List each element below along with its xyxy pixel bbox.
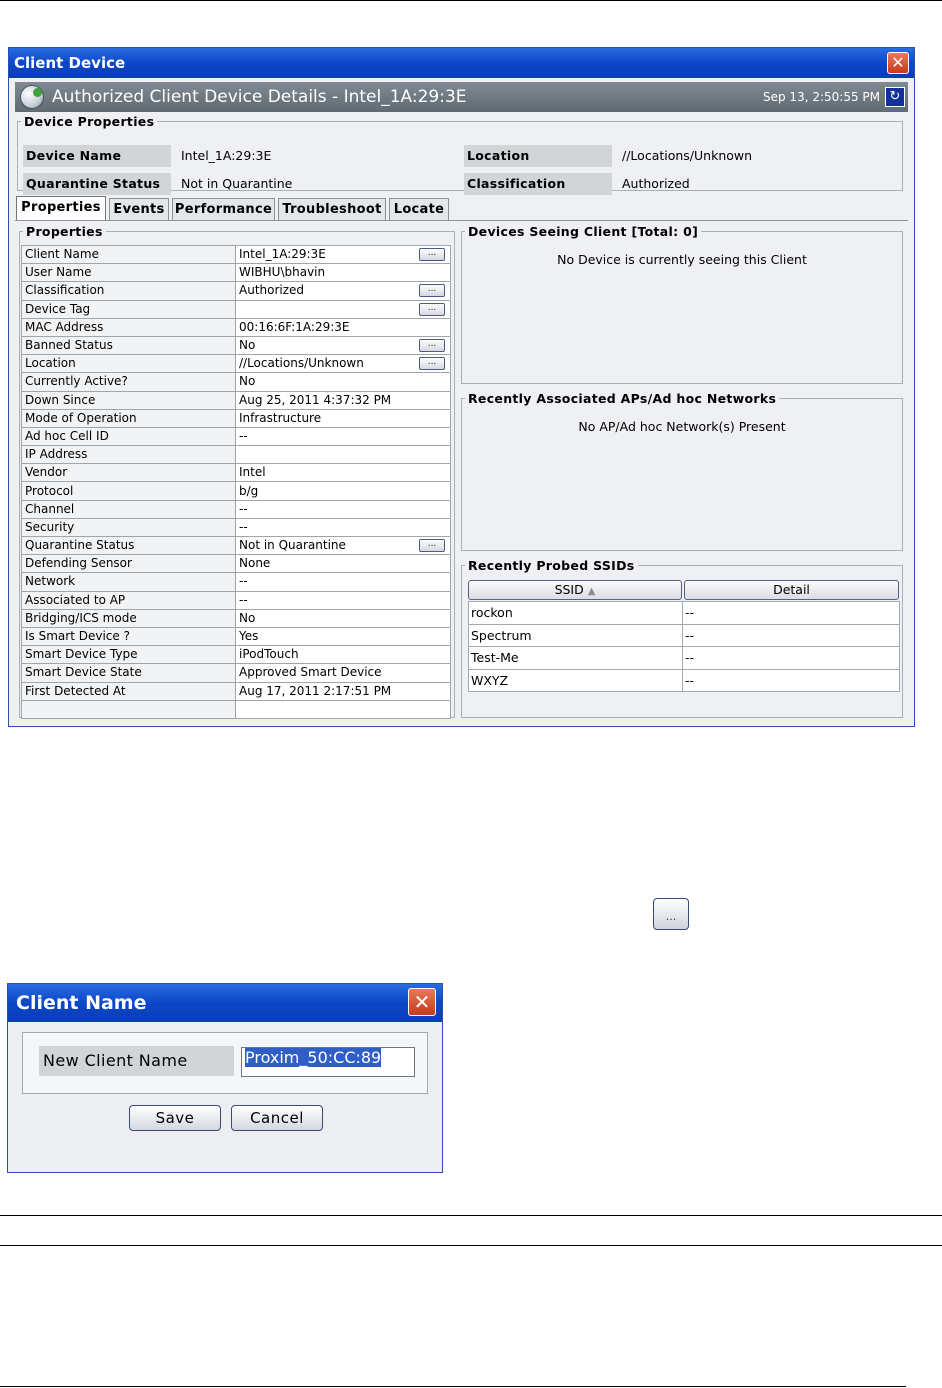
property-value [236,282,451,300]
property-key: Smart Device Type [22,646,236,664]
tab-performance[interactable]: Performance [172,198,275,220]
page-top-rule [0,0,942,1]
property-key: Mode of Operation [22,409,236,427]
property-row [22,336,451,354]
property-value [236,664,451,682]
property-value [236,537,451,555]
property-value-text: Infrastructure [239,410,322,425]
property-key: Associated to AP [22,591,236,609]
details-title: Authorized Client Device Details - Intel_1A:29:3E [52,87,467,107]
property-row [22,246,451,264]
property-value-text: -- [239,428,248,443]
property-row [22,355,451,373]
property-value [236,391,451,409]
property-row [22,646,451,664]
ssid-cell: WXYZ [469,669,683,692]
ssid-row[interactable] [469,647,900,670]
property-row [22,627,451,645]
detail-column-header[interactable] [684,580,899,600]
property-value-text: -- [239,519,248,534]
ellipsis-button-sample[interactable]: ... [653,898,689,930]
property-value-text: Not in Quarantine [239,538,346,553]
header-timestamp: Sep 13, 2:50:55 PM [763,90,880,104]
property-value-text: Authorized [239,283,305,298]
ssid-row[interactable] [469,602,900,625]
device-name-value: Intel_1A:29:3E [181,148,272,163]
property-key: Bridging/ICS mode [22,609,236,627]
ssid-detail-cell: -- [683,647,900,670]
probed-ssids-legend: Recently Probed SSIDs [468,558,635,573]
edit-ellipsis-button[interactable]: ... [419,248,445,261]
property-value [236,609,451,627]
properties-table [21,245,451,719]
property-row [22,555,451,573]
property-key: Device Tag [22,300,236,318]
property-value-text: Aug 17, 2011 2:17:51 PM [239,683,392,698]
property-row [22,591,451,609]
property-row [22,318,451,336]
quarantine-status-label: Quarantine Status [23,173,171,195]
ssid-detail-cell: -- [683,602,900,625]
page-bottom-rule [0,1386,906,1387]
property-key: Location [22,355,236,373]
recent-aps-message: No AP/Ad hoc Network(s) Present [578,419,786,434]
property-row [22,482,451,500]
property-value [236,409,451,427]
devices-seeing-group [461,224,903,384]
recent-aps-group [461,391,903,551]
property-key: First Detected At [22,682,236,700]
property-value [236,591,451,609]
location-value: //Locations/Unknown [622,148,753,163]
property-row [22,427,451,445]
property-value [236,336,451,354]
footer-rule-top [0,1215,942,1216]
property-value [236,355,451,373]
property-value-text: Yes [239,629,259,644]
devices-seeing-legend: Devices Seeing Client [Total: 0] [468,224,699,239]
new-client-name-input[interactable] [241,1047,415,1077]
property-key: Banned Status [22,336,236,354]
property-value [236,482,451,500]
property-value-text: No [239,374,256,389]
property-value-text: iPodTouch [239,647,299,662]
property-row [22,609,451,627]
property-value [236,700,451,718]
property-value [236,264,451,282]
property-value-text: None [239,556,271,571]
recent-aps-legend: Recently Associated APs/Ad hoc Networks [468,391,777,406]
property-value [236,646,451,664]
property-value-text: Approved Smart Device [239,665,382,680]
classification-label: Classification [464,173,612,195]
property-value-text: WIBHU\bhavin [239,265,326,280]
window-title: Client Device [14,54,126,72]
property-key: Ad hoc Cell ID [22,427,236,445]
property-value [236,555,451,573]
properties-legend: Properties [26,224,103,239]
tab-locate[interactable]: Locate [389,198,449,220]
dialog-titlebar [8,984,442,1022]
property-value-text: 00:16:6F:1A:29:3E [239,319,350,334]
property-row [22,391,451,409]
refresh-icon[interactable]: ↻ [885,87,905,107]
client-device-window [8,47,915,727]
device-properties-group [17,114,903,191]
property-row [22,518,451,536]
property-row [22,664,451,682]
devices-seeing-message: No Device is currently seeing this Client [557,252,807,267]
ssid-column-label: SSID [554,582,584,597]
detail-column-label: Detail [773,582,810,597]
close-icon[interactable]: ✕ [408,988,436,1016]
ssid-cell: Spectrum [469,624,683,647]
client-name-dialog [7,983,443,1173]
property-key: Security [22,518,236,536]
ssid-column-header[interactable] [468,580,682,600]
property-value-text: Intel [239,465,266,480]
property-value [236,446,451,464]
property-key: Channel [22,500,236,518]
property-value [236,518,451,536]
client-name-form [22,1032,428,1094]
property-value-text: -- [239,501,248,516]
property-row [22,282,451,300]
property-row [22,300,451,318]
property-row [22,500,451,518]
edit-ellipsis-button[interactable]: ... [419,303,445,316]
property-value [236,500,451,518]
ssid-cell: Test-Me [469,647,683,670]
property-row [22,682,451,700]
property-key: Protocol [22,482,236,500]
footer-rule-bottom [0,1245,942,1246]
ssid-row[interactable] [469,624,900,647]
property-value-text: No [239,338,256,353]
new-client-name-value: Proxim_50:CC:89 [245,1048,382,1067]
property-value-text: -- [239,574,248,589]
property-row [22,409,451,427]
quarantine-status-value: Not in Quarantine [181,176,293,191]
property-key: Smart Device State [22,664,236,682]
property-key: Client Name [22,246,236,264]
property-value [236,627,451,645]
property-value [236,300,451,318]
property-key: Currently Active? [22,373,236,391]
edit-ellipsis-button[interactable]: ... [419,357,445,370]
property-key: MAC Address [22,318,236,336]
property-row [22,537,451,555]
property-value-text: //Locations/Unknown [239,356,364,371]
property-value-text: -- [239,592,248,607]
edit-ellipsis-button[interactable]: ... [419,284,445,297]
tab-divider [15,220,908,221]
property-value [236,682,451,700]
tab-troubleshoot[interactable]: Troubleshoot [278,198,386,220]
property-value [236,373,451,391]
cancel-button[interactable]: Cancel [231,1105,323,1131]
sort-ascending-icon: ▲ [587,586,596,597]
property-key: Defending Sensor [22,555,236,573]
window-titlebar [9,48,914,78]
ssid-row[interactable] [469,669,900,692]
property-value-text: Aug 25, 2011 4:37:32 PM [239,392,392,407]
property-value [236,427,451,445]
ssid-detail-cell: -- [683,624,900,647]
property-value [236,318,451,336]
property-key: Vendor [22,464,236,482]
details-header [15,82,908,112]
tab-properties[interactable]: Properties [16,196,106,220]
property-row [22,373,451,391]
property-row [22,446,451,464]
dialog-title: Client Name [16,992,147,1014]
save-button[interactable]: Save [129,1105,221,1131]
new-client-name-label: New Client Name [39,1046,234,1076]
ssid-detail-cell: -- [683,669,900,692]
property-key: Is Smart Device ? [22,627,236,645]
tab-events[interactable]: Events [109,198,169,220]
probed-ssids-table [468,601,900,692]
property-key: Quarantine Status [22,537,236,555]
edit-ellipsis-button[interactable]: ... [419,339,445,352]
device-name-label: Device Name [23,145,171,167]
ssid-cell: rockon [469,602,683,625]
property-value-text: b/g [239,483,259,498]
property-value-text: No [239,610,256,625]
client-status-icon [20,85,44,109]
property-key: Down Since [22,391,236,409]
property-value [236,464,451,482]
property-key [22,700,236,718]
property-key: Network [22,573,236,591]
property-key: IP Address [22,446,236,464]
device-properties-legend: Device Properties [24,114,155,129]
property-value [236,573,451,591]
property-key: User Name [22,264,236,282]
property-value [236,246,451,264]
property-row [22,573,451,591]
property-row [22,464,451,482]
close-icon[interactable]: ✕ [887,52,909,74]
edit-ellipsis-button[interactable]: ... [419,539,445,552]
property-row [22,264,451,282]
property-key: Classification [22,282,236,300]
property-value-text: Intel_1A:29:3E [239,247,326,262]
location-label: Location [464,145,612,167]
classification-value: Authorized [622,176,690,191]
property-row-empty [22,700,451,718]
